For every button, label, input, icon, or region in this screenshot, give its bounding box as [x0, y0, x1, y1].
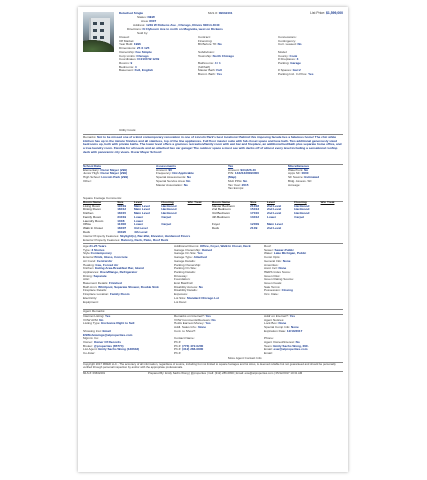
fact-bedrooms: Bedrooms: 4 — [119, 64, 137, 69]
fact-off-market: Off Market: — [119, 38, 135, 43]
interior-features: Interior Property Features: Skylight(s), Bar-Wet, Elevator, Hardwood Floors Exterior Property Features: Balcony, Deck, Patio, Roof Deck — [83, 234, 191, 242]
listing-sheet — [78, 7, 348, 472]
directions: Directions: N Clybourn Ave to north on Magnolia, west on Dickens — [127, 27, 223, 31]
table-row: Kitchen 18X15 Main Level Hardwood 3rd Bedroom 17X10 2nd Level Hardwood — [83, 211, 310, 216]
details-col2: Additional Rooms: Office, Foyer, Walk In Closet, Deck Garage Ownership: Owned Garage On Site: Yes Garage Type: Attached Garage Details: Parking Ownership: Parking On Site: Parking Details: Driveway: Foundation: Exst Bas/Fnd: Disability Access: No Disability Details: Exposure: Lot Size: Standard Chicago Lot Lot Desc: — [174, 244, 251, 304]
fact-corp-limits: Corp Limits: Chicago — [119, 53, 149, 58]
table-row: Office 11X08 Lower Carpet Foyer 12X09 Main Level — [83, 222, 283, 227]
table-row: Dining Room 18X12 Main Level Hardwood 2nd Bedroom 15X13 2nd Level Hardwood — [83, 207, 310, 212]
fact-basement: Basement: Full, English — [119, 68, 154, 73]
more-agent-contact: More Agent Contact Info: — [228, 356, 263, 360]
fact-dimensions: Dimensions: 25 X 125 — [119, 46, 150, 51]
agent-col3: Addr on Internet?: Yes Agent Notices: Lock Box: None Special Comp Info: None Expiration Date: 12/10/2017 Phone: Agent Owned/Interest: No Team: Emily Sachs Wong, INC. Email: esw@atproperties.com Email: — [264, 314, 309, 356]
agent-col2: Remarks on Internet?: Yes VOW Comments/Reviews: No Holds Earnest Money: Yes Addl. Sales Info.: None Cont. to Show?: Contact Name: Ph #: Ph #: (773) 472-0200 Ph #: (312) 286-0800 Ph #: — [174, 314, 216, 356]
prepared-by: Prepared By: Emily Sachs Wong | @properties | Cell: (312) 286-0800 | Email: esw@atproperties.com | 05/12/2017 10:31 AM — [148, 371, 303, 375]
tax: Tax Amount: $34,826.40 PIN: 14321330090000 (Map) Mult PINs: No Tax Year: 2015 Tax Exmps: — [228, 164, 259, 191]
facts-left — [119, 36, 159, 73]
table-row: Family Room 34X19 Lower Carpet 4th Bedroom 13X12 Lower Carpet — [83, 214, 305, 219]
miscellaneous: Miscellaneous Waterfront: No Appx SF: 0000 SF Source: Estimated Bldg. Assess. SF: Acreage: — [288, 164, 320, 187]
table-row: Walk In Closet 18X07 3rd Level Deck 21X9 2nd Level — [83, 225, 282, 230]
fact-coordinates: Coordinates: N:2100 W:1249 — [119, 57, 160, 62]
address: Address: 1249 W Dickens Ave , Chicago, Illinois 60614-4040 — [133, 23, 220, 27]
utility-costs: Utility Costs: — [119, 128, 137, 132]
remarks: Remarks: Not to be missed one of a kind contemporary renovation in one of Lincoln Park's best locations! Behind this imposing facade lies a fabulous home! The chic white kitchen has up to the minute finishes and all stainless, top of the line appliances. Full floor master suite with fab closet space and luxe bath. Two additional generously sized bedrooms up, both with private baths. The lower level offers a gracious recreation/family room with wet bar and fireplace, an additional bed/bath plus separate home office, and a true laundry room. Flexible for all needs and an attached two car garage! The outdoor space a must see with decks off of almost every level including a sensational rooftop deck with panoramic city views. Oscar Mayer School! — [83, 135, 342, 154]
status: Status: NEW — [137, 15, 155, 19]
list-price: List Price: $1,599,000 — [310, 11, 343, 15]
agent-email-link[interactable]: esw@atproperties.com — [273, 347, 308, 352]
rooms-table — [82, 201, 344, 234]
fact-ownership: Ownership: Fee Simple — [119, 49, 152, 54]
table-row: Laundry Room 10X8 Lower — [83, 218, 144, 223]
property-photo — [83, 12, 114, 52]
sold-by: Sold by: — [137, 31, 149, 35]
school-data: School Data Elementary: Oscar Mayer (299) Junior High: Oscar Mayer (299) High School: Lincoln Park (299) Other: — [83, 164, 129, 183]
agent-col1: Internet Listing: Yes VOW AVM: No Listing Type: Exclusive Right to Sell Showing Inst: Email ESWshowings@atproperties.com Mgmnt. Co: Owner: Owner Of Records Broker: @properties (85774) List Agent: Emily Sachs Wong (128632) Co-lister: — [83, 314, 140, 356]
details-col1: Age:21-25 Years Type: 3 Stories Style:Contemporary Exterior:Brick, Glass, Concrete Air Cond: Central Air Heating: Gas, Forced Air Kitchen: Eating Area-Breakfast Bar, Island Appliances: Oven/Range, Refrigerator Dining: Separate Attic: Basement Details: Finished Bath Amn: Whirlpool, Separate Shower, Double Sink Fireplace Details: Fireplace Location: Family Room Electricity: Equipment: — [83, 244, 159, 304]
fact-rooms: Rooms: 9 — [119, 60, 133, 65]
facts-right: Concessions: Contingency: Curr. Leased: No Model: County: Cook # Fireplaces: 3 Parking: Garage # Spaces: Gar:2 Parking Incl. In Price: Yes — [278, 35, 314, 77]
facts-mid: Contract: Financing: Blt Before 78: No Subdivision: Township: North Chicago Bathrooms: 4 / 1 (full/half) Master Bath: Full Bsmnt. Bath: Yes — [198, 35, 234, 77]
footer-mls: MLS #: 09632401 — [83, 371, 106, 375]
table-row: Deck 40X20 4th Level — [83, 229, 148, 234]
area: Area: 8007 — [141, 19, 157, 23]
table-row: Living Room 19X19 Main Level Hardwood Master Bedroom 21X18 2nd Level Hardwood — [83, 203, 310, 208]
agent-remarks: Agent Remarks: — [83, 309, 106, 313]
fact-year-built: Year Built: 1996 — [119, 42, 141, 47]
sqft-comments: Square Footage Comments: — [83, 196, 122, 200]
property-type: Detached Single — [119, 11, 144, 15]
fact-closed: Closed: — [119, 35, 130, 39]
details-col3: Roof: Sewer: Sewer-Public Water: Lake Michigan, Public Const Opts: General Info: None Amenities: Asmt Incl: None HERS Index Score: Green Disc: Green Rating Source: Green Feats: Sale Terms: Possession: Closing Occ. Date: — [264, 244, 307, 297]
rooms-header: Room Name Size Level Flooring Win Treat Room Name Size Level Flooring Win Treat — [83, 200, 335, 204]
mls-number: MLS #: 09632401 — [208, 11, 233, 15]
copyright: Copyright 2017 MRED LLC - The accuracy of all information, regardless of source, including but not limited to square footages and lot sizes, is deemed reliable but not guaranteed and should be personally verified through personal inspection by and/or with the appropriate professionals. — [83, 362, 336, 370]
assessments: Assessments Amount: $0 Frequency: Not Applicable Special Assessments: No Special Service Area: No Master Association: No — [156, 164, 194, 187]
showing-email-link[interactable]: ESWshowings@atproperties.com — [83, 332, 133, 337]
